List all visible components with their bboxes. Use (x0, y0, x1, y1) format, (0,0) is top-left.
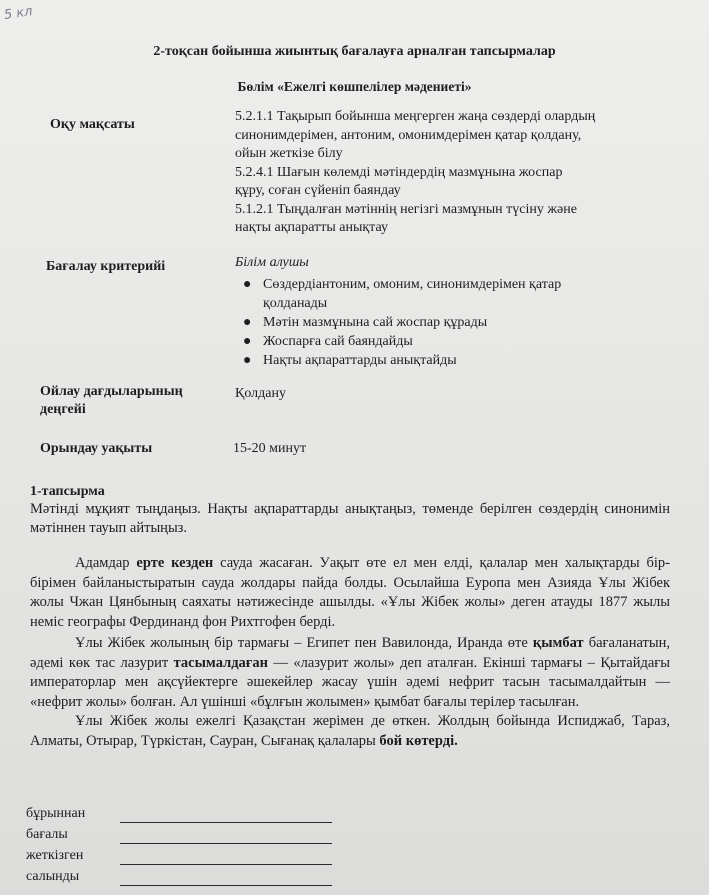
page-title: 2-тоқсан бойынша жиынтық бағалауға арналған тапсырмалар (153, 44, 556, 59)
time-value: 15-20 минут (233, 441, 307, 456)
criteria-item: ● Жоспарға сай баяндайды (243, 333, 413, 349)
objective-line: 5.2.4.1 Шағын көлемді мәтіндердің мазмұнына жоспар (235, 164, 563, 180)
objectives-label: Оқу мақсаты (50, 117, 135, 132)
section-title: Бөлім «Ежелгі көшпелілер мәдениеті» (237, 79, 472, 94)
reading-text (30, 554, 670, 751)
bullet-icon: ● (243, 352, 252, 368)
answer-line (120, 822, 332, 823)
criteria-list (235, 275, 675, 370)
answer-line (120, 885, 332, 886)
criteria-block (235, 254, 675, 370)
thinking-value: Қолдану (235, 386, 286, 401)
task-title: 1-тапсырма (30, 484, 105, 499)
criteria-label: Бағалау критерийі (46, 259, 166, 274)
text-paragraph: Ұлы Жібек жолының бір тармағы – Египет пен Вавилонда, Иранда өте қымбат бағаланатын, әдемі көк тас лазурит тасымалдаған — «лазурит жолы» деп аталған. Екінші тармағы – Қытайдағы императорлар мен ақсүйектерге әшекейлер жасау үшін әдемі нефрит тасын тасымалдайтын — «нефрит жолы» болған. Ал үшінші «бұлғын жолымен» қымбат бағалы терілер тасылған. (30, 635, 670, 710)
word-label: бұрыннан (26, 806, 86, 821)
objective-line: нақты ақпаратты анықтау (235, 220, 388, 235)
text-paragraph: Адамдар ерте кезден сауда жасаған. Уақыт өте ел мен елді, қалалар мен халықтарды бір-бірімен байланыстыратын сауда жолдары пайда болды. Осылайша Еуропа мен Азияда Ұлы Жібек жолы Чжан Цянбының саяхаты нәтижесінде ашылды. «Ұлы Жібек жолы» деген атауды 1877 жылы неміс географы Фердинанд фон Рихтгофен берді. (30, 555, 670, 630)
word-label: бағалы (26, 827, 68, 842)
word-label: салынды (26, 869, 80, 884)
bullet-icon: ● (243, 333, 252, 349)
objective-line: ойын жеткізе білу (235, 146, 343, 161)
bullet-icon: ● (243, 276, 252, 292)
criteria-item: ● Мәтін мазмұнына сай жоспар құрады (243, 314, 488, 330)
objective-line: құру, соған сүйеніп баяндау (235, 183, 401, 198)
criteria-item: ● Нақты ақпараттарды анықтайды (243, 352, 457, 368)
word-label: жеткізген (26, 848, 84, 863)
thinking-label: Ойлау дағдыларының деңгейі (40, 384, 183, 417)
answer-line (120, 843, 332, 844)
handwritten-note: 5 кл (3, 4, 34, 23)
criteria-item: ● Сөздердіантоним, омоним, синонимдерімен қатар қолданады (243, 276, 562, 311)
objectives-list (235, 108, 675, 238)
task-instruction: Мәтінді мұқият тыңдаңыз. Нақты ақпараттарды анықтаңыз, төменде берілген сөздердің синонимін мәтіннен тауып айтыңыз. (30, 501, 670, 536)
time-label: Орындау уақыты (40, 441, 153, 456)
bullet-icon: ● (243, 314, 252, 330)
criteria-intro: Білім алушы (235, 255, 309, 270)
answer-line (120, 864, 332, 865)
objective-line: синонимдерімен, антоним, омонимдерімен қатар қолдану, (235, 127, 582, 143)
objective-line: 5.1.2.1 Тыңдалған мәтіннің негізгі мазмұнын түсіну және (235, 201, 577, 217)
objective-line: 5.2.1.1 Тақырып бойынша меңгерген жаңа сөздерді олардың (235, 109, 596, 124)
text-paragraph: Ұлы Жібек жолы ежелгі Қазақстан жерімен де өткен. Жолдың бойында Испиджаб, Тараз, Алматы, Отырар, Түркістан, Сауран, Сығанақ қалалары бой көтерді. (30, 713, 670, 749)
